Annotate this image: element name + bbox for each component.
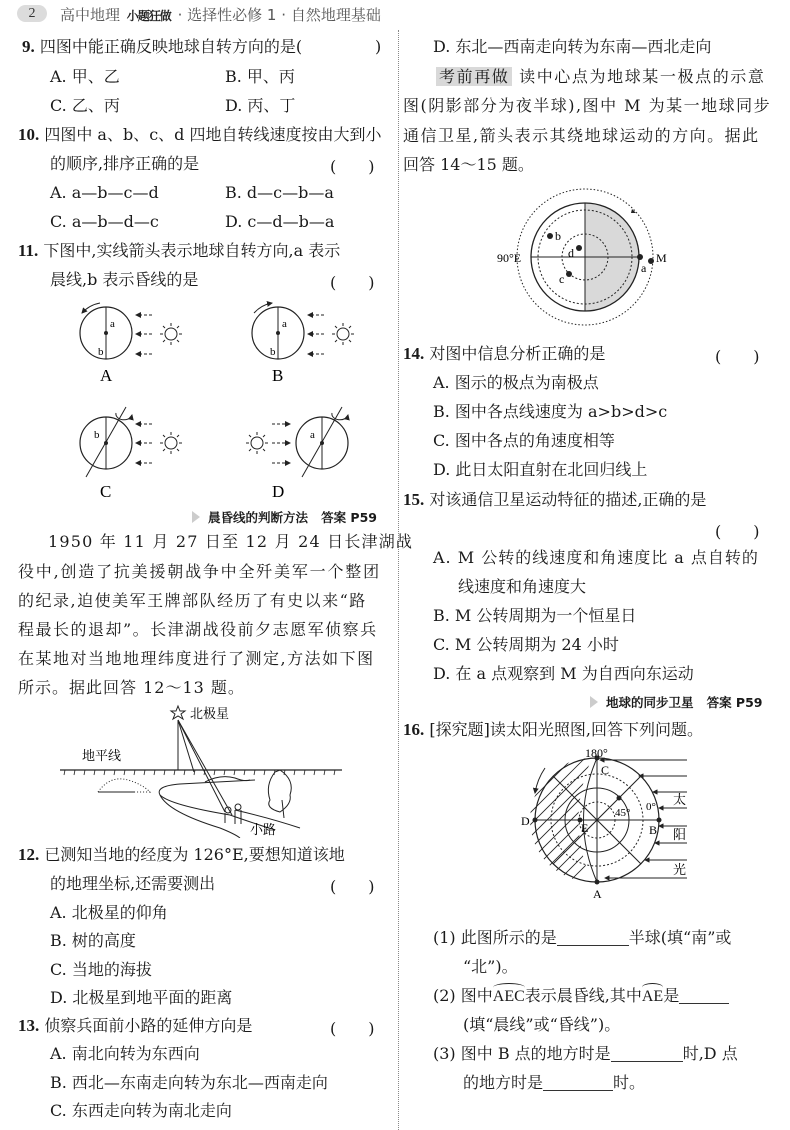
point-c xyxy=(566,271,572,277)
header-subject: 高中地理 xyxy=(60,6,121,24)
q10-stem xyxy=(18,125,382,145)
arc-aec xyxy=(493,988,525,1005)
q11-number: 11. xyxy=(18,241,39,260)
q16-sub2-text: (2) 图中 xyxy=(433,986,493,1005)
label-b: b xyxy=(98,346,104,358)
q10-text-2: 的顺序,排序正确的是 xyxy=(50,154,200,173)
figure-b xyxy=(252,303,354,385)
q16-sub1-text-2: 半球(填“南”或 xyxy=(628,928,732,947)
q14-option-a[interactable]: A. 图示的极点为南极点 xyxy=(433,373,599,392)
figure-d xyxy=(246,407,348,500)
q16-sub3-line2 xyxy=(463,1073,645,1093)
q9-stem xyxy=(22,37,302,57)
q9-option-d[interactable]: D. 丙、丁 xyxy=(225,96,296,115)
passage1-line: 1950 年 11 月 27 日至 12 月 24 日长津湖战 xyxy=(48,532,414,551)
q11-figures xyxy=(60,295,360,500)
figure-a xyxy=(80,303,182,385)
lon-label: 90°E xyxy=(497,251,522,265)
topic-text: 晨昏线的判断方法 xyxy=(208,510,309,525)
q13-option-d[interactable]: D. 东北—西南走向转为东南—西北走向 xyxy=(433,37,712,56)
passage2-text: 读中心点为地球某一极点的示意 xyxy=(519,67,766,86)
q14-stem xyxy=(403,344,605,364)
label-b: B xyxy=(649,823,658,837)
arc-mark xyxy=(493,983,525,992)
q11-stem xyxy=(18,241,340,261)
label-c: c xyxy=(559,272,565,286)
tree-icon xyxy=(268,770,291,812)
q16-sub1 xyxy=(433,928,731,948)
figure-c-label: C xyxy=(100,482,112,500)
review-badge: 考前再做 xyxy=(436,67,512,86)
q16-sub3-blank-b[interactable] xyxy=(611,1045,683,1062)
passage2-line-1 xyxy=(436,67,766,87)
q16-sub2-text-2: 表示晨昏线,其中 xyxy=(524,986,642,1005)
point-b xyxy=(547,233,553,239)
header-sep: · xyxy=(177,6,183,24)
q16-sub2 xyxy=(433,986,729,1007)
label-d: D xyxy=(521,814,530,828)
arc-aec-text: AEC xyxy=(492,988,525,1005)
polaris-figure xyxy=(60,700,350,838)
label-b: b xyxy=(555,229,561,243)
q16-stem xyxy=(403,720,703,740)
page-header xyxy=(0,0,790,30)
topic-tag-2[interactable] xyxy=(590,693,763,711)
q14-option-b[interactable]: B. 图中各点线速度为 a>b>d>c xyxy=(433,402,668,421)
q9-text: 四图中能正确反映地球自转方向的是( xyxy=(39,37,303,56)
q10-option-b[interactable]: B. d—c—b—a xyxy=(225,183,334,202)
q16-sub3-text-4: 时。 xyxy=(613,1073,646,1092)
sun-label-2: 阳 xyxy=(673,827,687,842)
scout-icon xyxy=(235,804,241,810)
label-m: M xyxy=(656,251,667,265)
polaris-label: 北极星 xyxy=(190,706,230,721)
q15-option-b[interactable]: B. M 公转周期为一个恒星日 xyxy=(433,606,637,625)
q14-option-c[interactable]: C. 图中各点的角速度相等 xyxy=(433,431,615,450)
q15-text: 对该通信卫星运动特征的描述,正确的是 xyxy=(429,490,707,509)
q14-text: 对图中信息分析正确的是 xyxy=(429,344,606,363)
q13-option-c[interactable]: C. 东西走向转为南北走向 xyxy=(50,1101,232,1120)
rotation-arrow-icon xyxy=(116,413,132,420)
horizon-label: 地平线 xyxy=(82,748,122,763)
label-a: A xyxy=(593,887,602,901)
q9-option-c[interactable]: C. 乙、丙 xyxy=(50,96,120,115)
label-e: E xyxy=(581,821,589,835)
q13-number: 13. xyxy=(18,1016,40,1035)
arc-ae xyxy=(642,988,663,1005)
sunlight-diagram xyxy=(505,748,695,913)
q13-answer-paren[interactable]: ( ) xyxy=(330,1019,375,1038)
passage1-line: 程最长的退却”。长津湖战役前夕志愿军侦察兵 xyxy=(18,620,378,639)
sun-icon xyxy=(246,432,268,454)
passage2-line: 通信卫星,箭头表示其绕地球运动的方向。据此 xyxy=(403,126,760,145)
header-sep: · xyxy=(281,6,287,24)
q13-text: 侦察兵面前小路的延伸方向是 xyxy=(44,1016,253,1035)
label-b: b xyxy=(94,429,100,441)
q16-type-tag: [探究题] xyxy=(429,720,490,739)
q10-text: 四图中 a、b、c、d 四地自转线速度按由大到小 xyxy=(44,125,382,144)
brand-logo: 小题狂做 xyxy=(126,9,171,23)
q16-sub3-text-3: 的地方时是 xyxy=(463,1073,544,1092)
q10-answer-paren[interactable]: ( ) xyxy=(330,157,375,176)
passage1-line: 在某地对当地地理纬度进行了测定,方法如下图 xyxy=(18,649,375,668)
header-text xyxy=(60,4,381,25)
q16-sub3-blank-d[interactable] xyxy=(543,1074,613,1091)
q16-sub3-text-2: 时,D 点 xyxy=(682,1044,738,1063)
q12-answer-paren[interactable]: ( ) xyxy=(330,877,375,896)
q16-type: 探究题 xyxy=(435,720,484,739)
sun-icon xyxy=(160,323,182,345)
figure-d-label: D xyxy=(272,482,285,500)
label-0: 0° xyxy=(646,801,656,813)
q12-option-d[interactable]: D. 北极星到地平面的距离 xyxy=(50,988,233,1007)
figure-c xyxy=(80,407,182,500)
q15-option-c[interactable]: C. M 公转周期为 24 小时 xyxy=(433,635,619,654)
q12-option-a[interactable]: A. 北极星的仰角 xyxy=(50,903,168,922)
q14-answer-paren[interactable]: ( ) xyxy=(715,347,760,366)
q12-text: 已测知当地的经度为 126°E,要想知道该地 xyxy=(44,845,345,864)
path-label: 小路 xyxy=(250,822,277,837)
point-m xyxy=(648,258,654,264)
q12-number: 12. xyxy=(18,845,40,864)
topic-text: 地球的同步卫星 xyxy=(606,695,694,710)
answer-ref: 答案 P59 xyxy=(321,510,377,525)
q16-number: 16. xyxy=(403,720,425,739)
q9-number: 9. xyxy=(22,37,35,56)
q16-sub3-text: (3) 图中 B 点的地方时是 xyxy=(433,1044,611,1063)
header-unit: 自然地理基础 xyxy=(290,6,381,24)
passage1-line: 役中,创造了抗美援朝战争中全歼美军一个整团 xyxy=(18,562,381,581)
orbit-arrow-icon xyxy=(631,209,636,213)
q10-option-c[interactable]: C. a—b—d—c xyxy=(50,212,159,231)
q15-number: 15. xyxy=(403,490,425,509)
q9-close-paren: ) xyxy=(375,37,382,56)
passage2-line: 回答 14～15 题。 xyxy=(403,155,534,174)
arc-mark xyxy=(642,983,663,992)
q15-option-a[interactable]: A. M 公转的线速度和角速度比 a 点自转的 xyxy=(433,548,759,567)
arc-ae-text: AE xyxy=(641,988,664,1005)
figure-a-label: A xyxy=(100,366,113,385)
label-a: a xyxy=(282,318,287,330)
label-a: a xyxy=(310,429,315,441)
header-book: 选择性必修 1 xyxy=(187,6,277,24)
sun-icon xyxy=(160,432,182,454)
q10-option-d[interactable]: D. c—d—b—a xyxy=(225,212,335,231)
answer-ref: 答案 P59 xyxy=(706,695,763,710)
q16-sub1-blank[interactable] xyxy=(557,929,629,946)
q10-option-a[interactable]: A. a—b—c—d xyxy=(50,183,159,202)
q15-answer-paren[interactable]: ( ) xyxy=(715,522,760,541)
label-c: C xyxy=(601,763,610,777)
q11-answer-paren[interactable]: ( ) xyxy=(330,273,375,292)
label-d: d xyxy=(568,246,574,260)
q14-option-d[interactable]: D. 此日太阳直射在北回归线上 xyxy=(433,460,648,479)
q11-text: 下图中,实线箭头表示地球自转方向,a 表示 xyxy=(43,241,341,260)
column-divider xyxy=(398,30,399,1130)
sun-label-3: 光 xyxy=(673,862,687,877)
page-number: 2 xyxy=(17,5,47,22)
q16-sub2-blank[interactable] xyxy=(679,987,729,1004)
q12-option-b[interactable]: B. 树的高度 xyxy=(50,931,136,950)
q12-option-c[interactable]: C. 当地的海拔 xyxy=(50,960,152,979)
label-45: 45° xyxy=(615,807,631,819)
q13-option-b[interactable]: B. 西北—东南走向转为东北—西南走向 xyxy=(50,1073,328,1092)
sun-icon xyxy=(332,323,354,345)
q16-sub2-text-4: (填“晨线”或“昏线”)。 xyxy=(463,1015,621,1034)
label-b: b xyxy=(270,346,276,358)
q15-stem xyxy=(403,490,706,510)
label-180: 180° xyxy=(585,748,608,760)
q16-sub1-text: (1) 此图所示的是 xyxy=(433,928,557,947)
topic-tag-1[interactable] xyxy=(192,508,377,526)
play-triangle-icon xyxy=(192,511,200,523)
rotation-arrow-icon xyxy=(332,413,348,420)
q9-option-a[interactable]: A. 甲、乙 xyxy=(50,67,120,86)
point-a xyxy=(637,254,643,260)
sun-label-1: 太 xyxy=(673,792,687,807)
q9-option-b[interactable]: B. 甲、丙 xyxy=(225,67,295,86)
passage1-line: 的纪录,迫使美军王牌部队经历了有史以来“路 xyxy=(18,591,367,610)
q13-stem xyxy=(18,1016,252,1036)
star-icon xyxy=(171,706,185,719)
q16-sub1-text-3: “北”)。 xyxy=(463,957,518,976)
q16-text: 读太阳光照图,回答下列问题。 xyxy=(489,720,703,739)
polar-diagram xyxy=(490,185,690,335)
q16-sub2-text-3: 是 xyxy=(663,986,680,1005)
q10-number: 10. xyxy=(18,125,40,144)
q11-text-2: 晨线,b 表示昏线的是 xyxy=(50,270,199,289)
q12-text-2: 的地理坐标,还需要测出 xyxy=(50,874,216,893)
q13-option-a[interactable]: A. 南北向转为东西向 xyxy=(50,1044,200,1063)
passage2-line: 图(阴影部分为夜半球),图中 M 为某一地球同步 xyxy=(403,96,772,115)
q15-option-a-cont: 线速度和角速度大 xyxy=(458,577,587,596)
point-d xyxy=(576,245,582,251)
q15-option-d[interactable]: D. 在 a 点观察到 M 为自西向东运动 xyxy=(433,664,694,683)
q14-number: 14. xyxy=(403,344,425,363)
q16-sub3 xyxy=(433,1044,738,1064)
passage1-line: 所示。据此回答 12～13 题。 xyxy=(18,678,245,697)
q12-stem xyxy=(18,845,345,865)
figure-b-label: B xyxy=(272,366,284,385)
label-a: a xyxy=(110,318,115,330)
label-a: a xyxy=(641,261,647,275)
play-triangle-icon xyxy=(590,696,598,708)
